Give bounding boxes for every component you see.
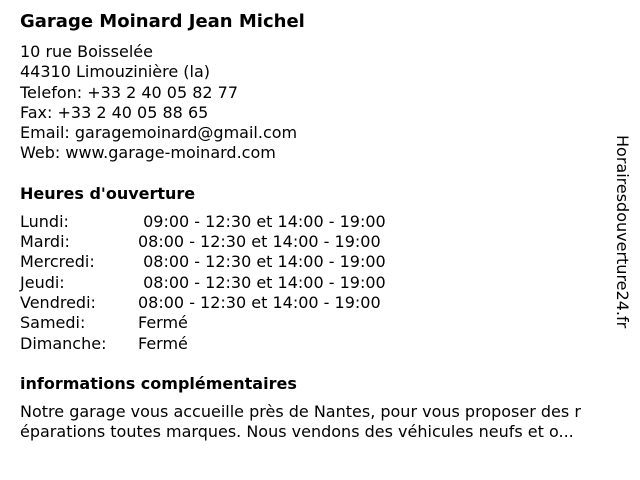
hours-time: Fermé: [138, 333, 188, 353]
hours-day: Vendredi:: [20, 292, 96, 312]
address-street: 10 rue Boisselée: [20, 42, 153, 61]
hours-day: Mardi:: [20, 232, 70, 252]
description-line-2: éparations toutes marques. Nous vendons des véhicules neufs et o...: [20, 422, 574, 442]
description: [20, 402, 630, 443]
hours-row-wednesday: [20, 252, 630, 272]
description-line-1: Notre garage vous accueille près de Nantes, pour vous proposer des r: [20, 401, 581, 421]
hours-time: Fermé: [138, 313, 188, 333]
hours-day: Jeudi:: [20, 272, 65, 292]
phone-number: Telefon: +33 2 40 05 82 77: [20, 82, 239, 102]
hours-time: 09:00 - 12:30 et 14:00 - 19:00: [138, 211, 386, 231]
address-city: 44310 Limouzinière (la): [20, 62, 211, 82]
hours-row-monday: [20, 212, 630, 232]
hours-row-friday: [20, 293, 630, 313]
hours-day: Lundi:: [20, 211, 69, 231]
contact-block: [20, 42, 630, 164]
fax-number: Fax: +33 2 40 05 88 65: [20, 102, 209, 122]
opening-hours-table: [20, 212, 630, 354]
email-address: Email: garagemoinard@gmail.com: [20, 123, 298, 143]
hours-row-thursday: [20, 273, 630, 293]
site-watermark: Horairesdouverture24.fr: [613, 135, 632, 329]
hours-row-saturday: [20, 313, 630, 333]
business-name: Garage Moinard Jean Michel: [20, 11, 305, 32]
opening-hours-heading: Heures d'ouverture: [20, 183, 196, 203]
hours-time: 08:00 - 12:30 et 14:00 - 19:00: [138, 232, 381, 252]
hours-row-tuesday: [20, 232, 630, 252]
hours-time: 08:00 - 12:30 et 14:00 - 19:00: [138, 292, 381, 312]
hours-day: Mercredi:: [20, 252, 95, 272]
hours-time: 08:00 - 12:30 et 14:00 - 19:00: [138, 252, 386, 272]
website-address: Web: www.garage-moinard.com: [20, 143, 276, 163]
hours-day: Samedi:: [20, 313, 86, 333]
hours-time: 08:00 - 12:30 et 14:00 - 19:00: [138, 272, 386, 292]
hours-day: Dimanche:: [20, 333, 107, 353]
hours-row-sunday: [20, 334, 630, 354]
business-card: [20, 10, 630, 442]
additional-info-heading: informations complémentaires: [20, 373, 297, 393]
